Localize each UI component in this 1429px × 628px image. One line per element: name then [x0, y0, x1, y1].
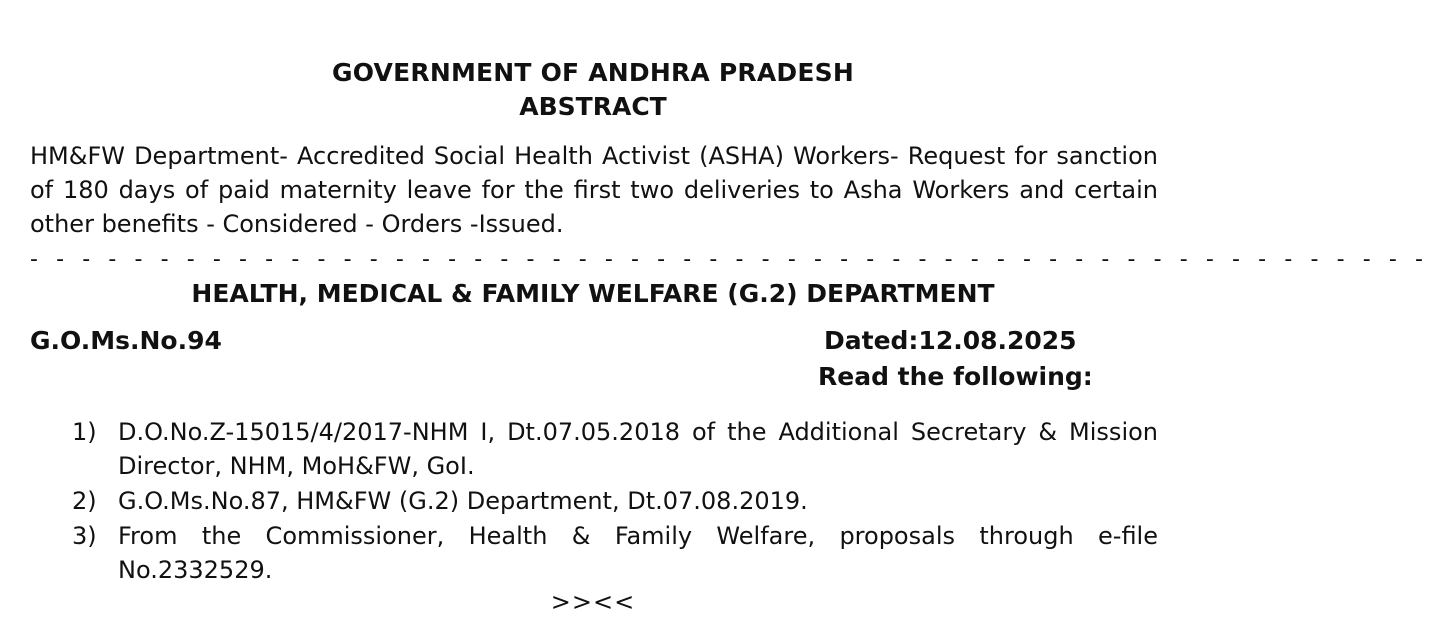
read-following-label: Read the following:: [818, 362, 1093, 391]
reference-text: D.O.No.Z-15015/4/2017-NHM I, Dt.07.05.2018 of the Additional Secretary & Mission Director, NHM, MoH&FW, GoI.: [118, 418, 1158, 480]
section-separator: - - - - - - - - - - - - - - - - - - - - - - - - - - - - - - - - - - - - - - - - - - - - - - - - - - - - - -: [30, 247, 1429, 272]
end-of-references-mark: >><<: [550, 588, 636, 616]
department-title: HEALTH, MEDICAL & FAMILY WELFARE (G.2) DEPARTMENT: [191, 279, 995, 308]
go-date: Dated:12.08.2025: [824, 326, 1077, 355]
reference-number: 3): [72, 522, 97, 550]
reference-number: 1): [72, 418, 97, 446]
reference-item: [72, 519, 1158, 587]
reference-text: G.O.Ms.No.87, HM&FW (G.2) Department, Dt.07.08.2019.: [118, 487, 808, 515]
go-number: G.O.Ms.No.94: [30, 326, 222, 355]
abstract-heading: ABSTRACT: [519, 92, 667, 121]
government-title: GOVERNMENT OF ANDHRA PRADESH: [332, 58, 854, 87]
reference-item: [72, 415, 1158, 483]
order-subject: HM&FW Department- Accredited Social Health Activist (ASHA) Workers- Request for sanction of 180 days of paid maternity leave for the first two deliveries to Asha Workers and certain other benefits - Considered - Orders -Issued.: [30, 142, 1158, 238]
reference-list: [72, 415, 1158, 588]
reference-text: From the Commissioner, Health & Family Welfare, proposals through e-file No.2332529.: [118, 522, 1158, 584]
reference-item: [72, 484, 1158, 518]
reference-number: 2): [72, 487, 97, 515]
